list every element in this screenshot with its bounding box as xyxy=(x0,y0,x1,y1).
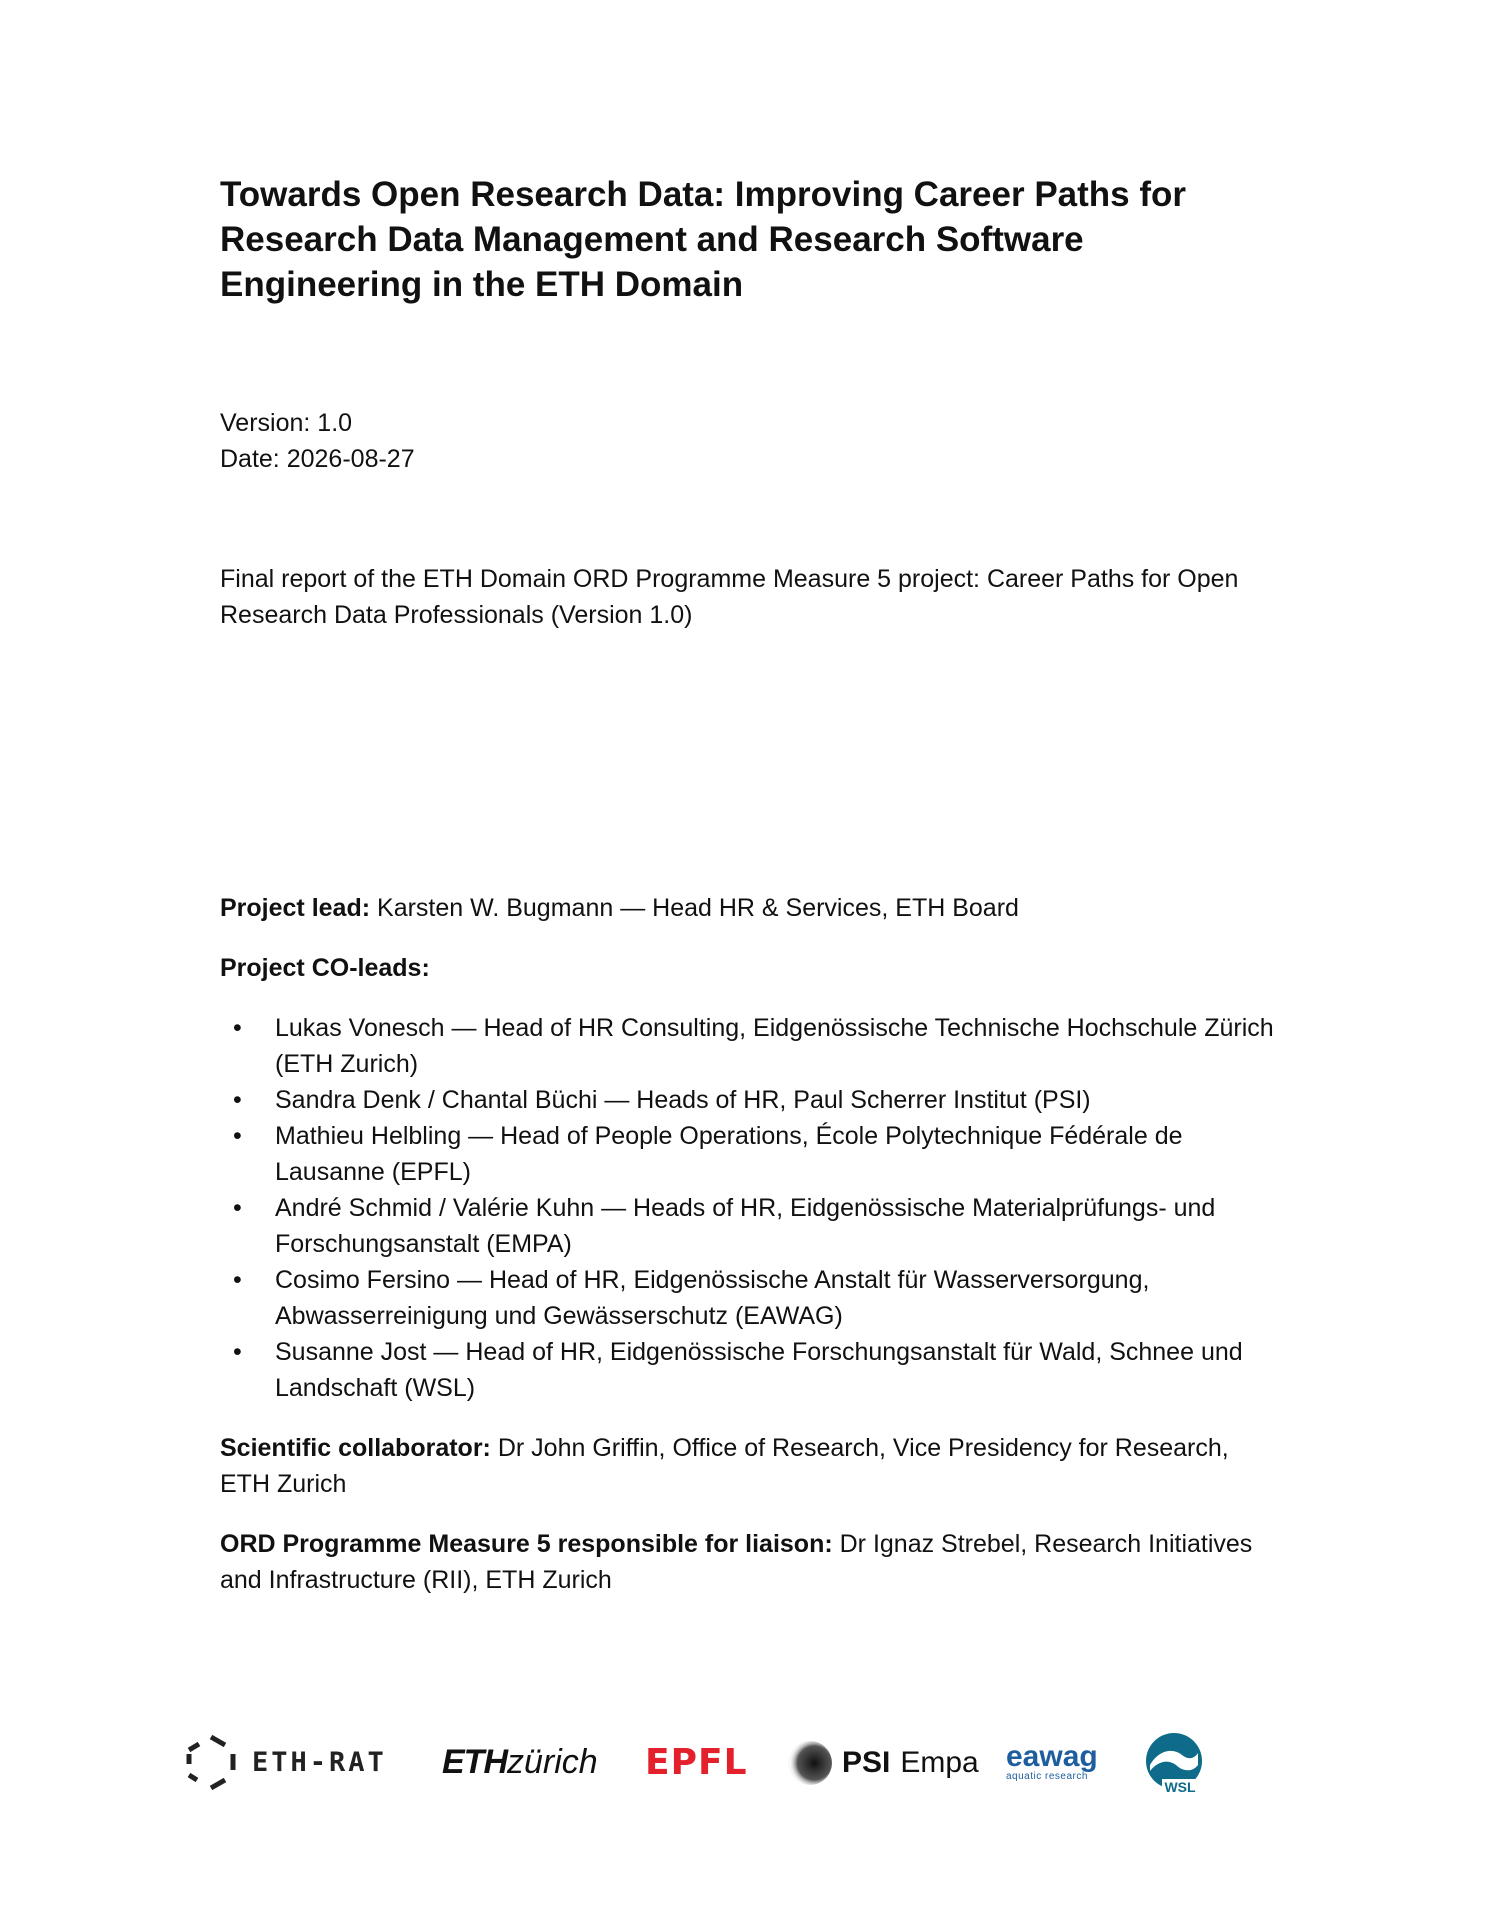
list-item xyxy=(220,1190,1280,1262)
document-description: Final report of the ETH Domain ORD Programme Measure 5 project: Career Paths for Open Research Data Professionals (Version 1.0) xyxy=(220,565,1239,629)
version-value: 1.0 xyxy=(317,409,353,437)
bullet-icon: • xyxy=(233,1266,242,1294)
document-title: Towards Open Research Data: Improving Career Paths for Research Data Management and Research Software Engineering in the ETH Domain xyxy=(220,175,1187,304)
scientific-collaborator-label: Scientific collaborator: xyxy=(220,1434,491,1462)
eawag-logo xyxy=(1006,1725,1098,1800)
colead-text: Mathieu Helbling — Head of People Operations, École Polytechnique Fédérale de Lausanne (EPFL) xyxy=(275,1122,1183,1186)
list-item xyxy=(220,1082,1280,1118)
partner-logos xyxy=(180,1725,1220,1800)
eth-rat-logo xyxy=(184,1725,387,1800)
eth-zurich-bold-text: ETH xyxy=(442,1743,507,1781)
version-line xyxy=(220,405,1280,441)
colead-text: Lukas Vonesch — Head of HR Consulting, Eidgenössische Technische Hochschule Zürich (ETH Zurich) xyxy=(275,1014,1274,1078)
liaison-text: Dr Ignaz Strebel, Research Initiatives and Infrastructure (RII), ETH Zurich xyxy=(220,1530,1253,1594)
colead-text: Cosimo Fersino — Head of HR, Eidgenössische Anstalt für Wasserversorgung, Abwasserreinigung und Gewässerschutz (EAWAG) xyxy=(275,1266,1150,1330)
project-coleads-label: Project CO-leads: xyxy=(220,954,430,982)
project-coleads-heading xyxy=(220,950,1280,986)
list-item xyxy=(220,1118,1280,1190)
scientific-collaborator-text: Dr John Griffin, Office of Research, Vice Presidency for Research, ETH Zurich xyxy=(220,1434,1229,1498)
bullet-icon: • xyxy=(233,1122,242,1150)
project-lead-text: Karsten W. Bugmann — Head HR & Services, ETH Board xyxy=(377,894,1019,922)
wsl-logo xyxy=(1142,1725,1206,1800)
eth-rat-hexagon-icon xyxy=(184,1734,238,1792)
document-meta xyxy=(220,405,1280,477)
project-lead xyxy=(220,890,1280,926)
bullet-icon: • xyxy=(233,1338,242,1366)
coleads-list xyxy=(220,1010,1280,1406)
bullet-icon: • xyxy=(233,1014,242,1042)
date-label: Date: xyxy=(220,445,280,473)
list-item xyxy=(220,1334,1280,1406)
psi-empa-logo xyxy=(782,1725,979,1800)
colead-text: André Schmid / Valérie Kuhn — Heads of HR, Eidgenössische Materialprüfungs- und Forschungsanstalt (EMPA) xyxy=(275,1194,1216,1258)
date-value: 2026-08-27 xyxy=(286,445,415,473)
list-item xyxy=(220,1262,1280,1334)
project-lead-label: Project lead: xyxy=(220,894,371,922)
date-line xyxy=(220,441,1280,477)
eawag-text: eawag xyxy=(1006,1740,1098,1773)
contributors-section xyxy=(220,890,1280,1598)
wsl-wave-icon xyxy=(1142,1731,1206,1795)
scientific-collaborator xyxy=(220,1430,1280,1502)
eawag-subtitle: aquatic research xyxy=(1006,1771,1088,1782)
version-label: Version: xyxy=(220,409,311,437)
eth-zurich-logo xyxy=(442,1725,598,1800)
empa-text: Empa xyxy=(900,1745,979,1779)
bullet-icon: • xyxy=(233,1086,242,1114)
eth-zurich-light-text: zürich xyxy=(507,1743,598,1781)
epfl-text: EPFL xyxy=(645,1742,748,1783)
eth-rat-text: ETH-RAT xyxy=(252,1747,387,1778)
liaison xyxy=(220,1526,1280,1598)
colead-text: Susanne Jost — Head of HR, Eidgenössische Forschungsanstalt für Wald, Schnee und Landschaft (WSL) xyxy=(275,1338,1243,1402)
wsl-text: WSL xyxy=(1164,1778,1196,1795)
epfl-logo xyxy=(645,1725,748,1800)
colead-text: Sandra Denk / Chantal Büchi — Heads of HR, Paul Scherrer Institut (PSI) xyxy=(275,1086,1091,1114)
psi-text: PSI xyxy=(842,1745,891,1779)
bullet-icon: • xyxy=(233,1194,242,1222)
liaison-label: ORD Programme Measure 5 responsible for liaison: xyxy=(220,1530,833,1558)
list-item xyxy=(220,1010,1280,1082)
document-header xyxy=(220,172,1280,633)
psi-swirl-icon xyxy=(782,1737,834,1789)
